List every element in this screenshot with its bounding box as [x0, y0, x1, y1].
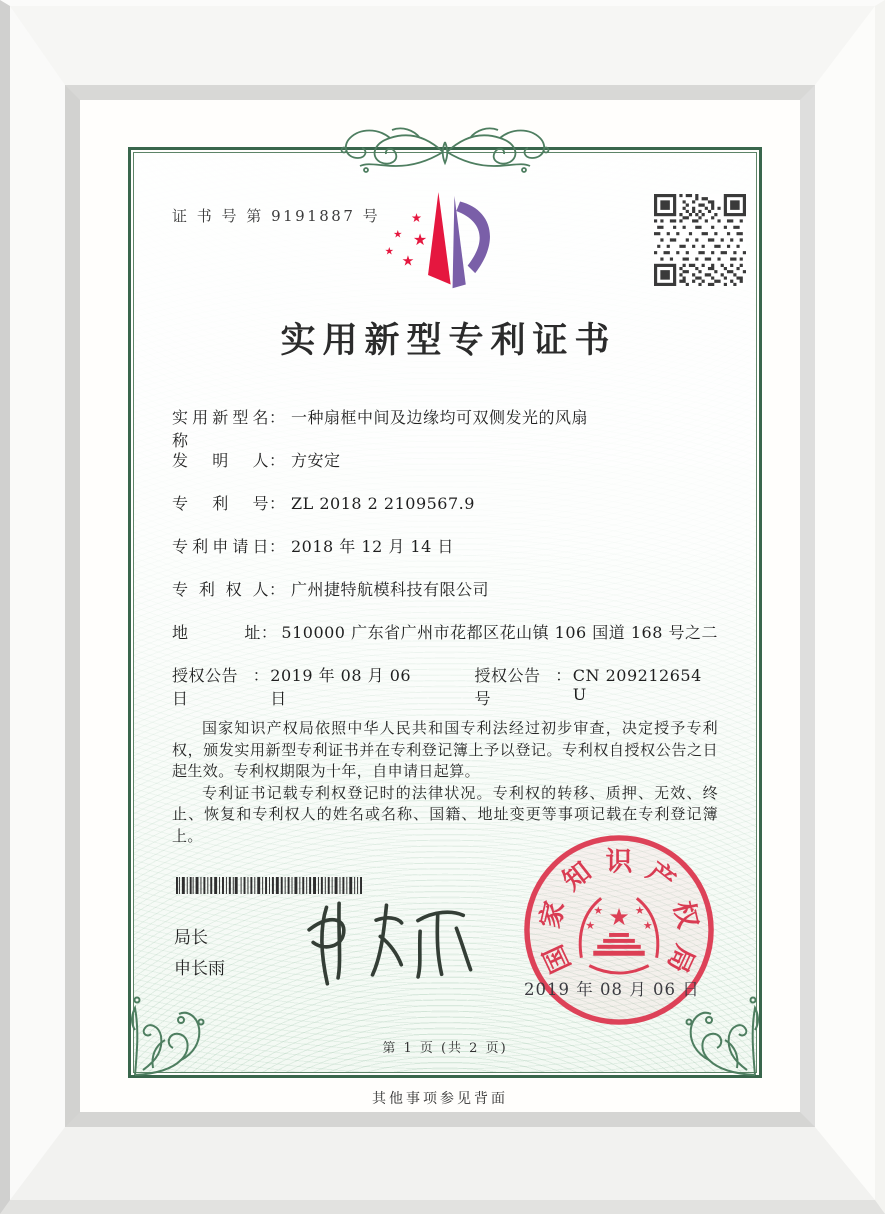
svg-text:★: ★ — [412, 229, 428, 249]
field-label: 专利权人 — [172, 580, 269, 599]
field-row-inventor — [172, 448, 718, 491]
field-colon: ： — [269, 580, 286, 599]
field-list — [172, 405, 718, 706]
bottom-left-corner-flourish — [123, 990, 218, 1085]
field-row-patent-number — [172, 491, 718, 534]
grant-number-label: 授权公告号 — [474, 666, 541, 708]
field-value: 方安定 — [291, 451, 341, 470]
handwritten-signature-icon — [282, 886, 485, 993]
page-number: 第 1 页 (共 2 页) — [382, 1041, 508, 1056]
seal-char: 产 — [640, 856, 681, 897]
svg-text:★: ★ — [401, 253, 415, 270]
field-colon: ： — [269, 451, 286, 470]
field-row-filing-date — [172, 534, 718, 577]
frame-bevel — [10, 6, 875, 1200]
legal-paragraphs — [172, 718, 718, 847]
frame-inner-lip — [65, 85, 815, 1127]
see-reverse-note: 其他事项参见背面 — [372, 1091, 508, 1107]
grant-date-value: 2019 年 08 月 06 日 — [270, 666, 412, 708]
field-value: 广州捷特航模科技有限公司 — [291, 580, 490, 599]
field-value: 一种扇框中间及边缘均可双侧发光的风扇 — [291, 408, 589, 427]
svg-text:★: ★ — [608, 903, 630, 932]
field-label: 实用新型名称 — [172, 408, 269, 450]
field-row-address — [172, 620, 718, 663]
field-label: 专利申请日 — [172, 537, 269, 556]
seal-date: 2019 年 08 月 06 日 — [524, 980, 700, 999]
field-label: 发明人 — [172, 451, 269, 470]
field-label: 专利号 — [172, 494, 269, 513]
signer-block — [174, 923, 225, 985]
top-border-flourish-ornament — [330, 122, 560, 184]
grant-date-label: 授权公告日 — [172, 666, 239, 708]
certificate-sheet — [133, 152, 757, 1073]
certificate-paper — [80, 100, 800, 1112]
paragraph-grant-statement: 国家知识产权局依照中华人民共和国专利法经过初步审查，决定授予专利权，颁发实用新型专利证书并在专利登记簿上予以登记。专利权自授权公告之日起生效。专利权期限为十年，自申请日起算。 — [172, 719, 718, 780]
seal-char: 权 — [667, 898, 704, 932]
seal-char: 识 — [605, 846, 633, 878]
field-colon: ： — [555, 666, 572, 685]
seal-char: 局 — [660, 940, 701, 978]
field-colon: ： — [269, 408, 286, 427]
bottom-right-corner-flourish — [672, 990, 767, 1085]
svg-text:★: ★ — [634, 904, 645, 918]
field-colon: ： — [260, 623, 278, 642]
svg-text:★: ★ — [593, 904, 604, 918]
svg-text:★: ★ — [411, 211, 423, 226]
field-value: ZL 2018 2 2109567.9 — [291, 494, 475, 513]
svg-text:★: ★ — [642, 919, 653, 933]
signer-title: 局长 — [174, 928, 208, 948]
svg-text:★: ★ — [585, 919, 596, 933]
certificate-number: 证 书 号 第 9191887 号 — [172, 207, 381, 225]
field-row-utility-model-name — [172, 405, 718, 448]
field-label: 地址 — [172, 623, 261, 642]
seal-char: 国 — [537, 940, 578, 978]
field-value: 2018 年 12 月 14 日 — [291, 537, 454, 556]
grant-number-value: CN 209212654 U — [572, 666, 702, 704]
field-colon: ： — [269, 537, 286, 556]
svg-text:★: ★ — [384, 245, 394, 258]
field-value: 510000 广东省广州市花都区花山镇 106 国道 168 号之二 — [281, 623, 718, 642]
paragraph-register-statement: 专利证书记载专利权登记时的法律状况。专利权的转移、质押、无效、终止、恢复和专利权人的姓名或名称、国籍、地址变更等事项记载在专利登记簿上。 — [172, 783, 718, 845]
signer-name: 申长雨 — [174, 959, 225, 979]
field-row-grant — [172, 663, 718, 706]
seal-char: 家 — [534, 898, 571, 932]
field-row-patentee — [172, 577, 718, 620]
certificate-title: 实用新型专利证书 — [280, 320, 617, 361]
svg-text:★: ★ — [393, 228, 403, 241]
field-colon: ： — [252, 666, 270, 685]
seal-char: 知 — [557, 856, 598, 897]
field-colon: ： — [269, 494, 286, 513]
